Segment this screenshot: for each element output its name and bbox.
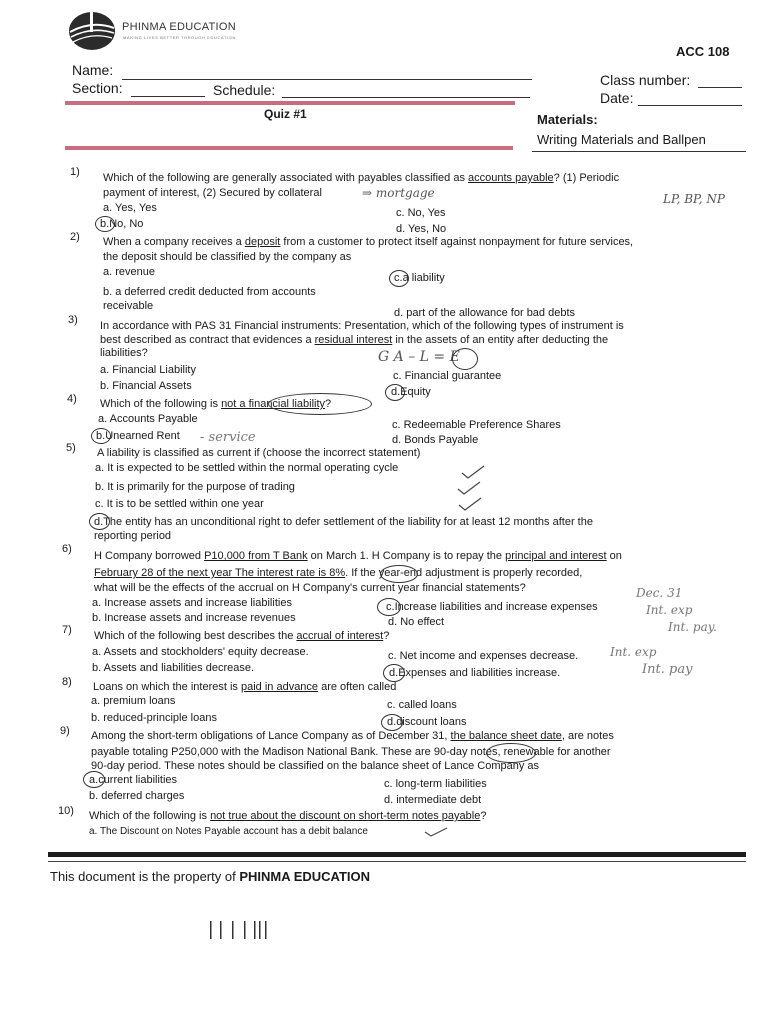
question-1-option-c[interactable]: c. No, Yes xyxy=(396,207,446,219)
question-3-line-1: In accordance with PAS 31 Financial instruments: Presentation, which of the following types of instrument is xyxy=(100,320,624,332)
question-1-line-2: payment of interest, (2) Secured by collateral xyxy=(103,187,322,199)
barcode-icon xyxy=(210,921,270,939)
date-field[interactable] xyxy=(638,105,742,106)
question-1-option-d[interactable]: d. Yes, No xyxy=(396,223,447,235)
question-4-option-b[interactable]: b.Unearned Rent xyxy=(96,430,180,442)
question-2-line-2: the deposit should be classified by the company as xyxy=(103,251,352,263)
question-7-option-d[interactable]: d.Expenses and liabilities increase. xyxy=(389,667,561,679)
question-5-line-1: A liability is classified as current if (choose the incorrect statement) xyxy=(97,447,421,459)
question-7-option-a[interactable]: a. Assets and stockholders' equity decrease. xyxy=(92,646,309,658)
question-6-option-d[interactable]: d. No effect xyxy=(388,616,445,628)
question-9-number: 9) xyxy=(60,725,70,737)
handwritten-note-int-pay-2: Int. pay xyxy=(642,662,693,677)
not-financial-liability-circle-mark xyxy=(268,393,372,415)
course-code: ACC 108 xyxy=(676,44,730,59)
question-3-option-b[interactable]: b. Financial Assets xyxy=(100,380,192,392)
handwritten-note-int-exp-2: Int. exp xyxy=(610,645,657,659)
question-6-number: 6) xyxy=(62,543,72,555)
brand-tagline: MAKING LIVES BETTER THROUGH EDUCATION xyxy=(123,35,236,40)
question-7-line-1: Which of the following best describes the accrual of interest? xyxy=(94,630,390,642)
handwritten-note-dec-31: Dec. 31 xyxy=(636,586,683,600)
class-number-label: Class number: xyxy=(600,72,691,88)
question-8-option-b[interactable]: b. reduced-principle loans xyxy=(91,712,217,724)
question-10-option-a[interactable]: a. The Discount on Notes Payable account has a debit balance xyxy=(89,826,368,837)
question-6-option-c[interactable]: c.Increase liabilities and increase expenses xyxy=(386,601,598,613)
question-2-line-1: When a company receives a deposit from a customer to protect itself against nonpayment for future services, xyxy=(103,236,634,248)
header-divider-bottom xyxy=(65,146,513,150)
checkmark-icon xyxy=(458,497,482,511)
question-5-option-b[interactable]: b. It is primarily for the purpose of trading xyxy=(95,481,295,493)
question-2-option-c[interactable]: c.a liability xyxy=(394,272,445,284)
question-1-option-a[interactable]: a. Yes, Yes xyxy=(103,202,157,214)
question-2-option-b-line-2: receivable xyxy=(103,300,154,312)
question-6-line-1: H Company borrowed P10,000 from T Bank on March 1. H Company is to repay the principal and interest on xyxy=(94,550,622,562)
question-3-option-d[interactable]: d.Equity xyxy=(391,386,431,398)
question-2-option-d[interactable]: d. part of the allowance for bad debts xyxy=(394,307,576,319)
class-number-field[interactable] xyxy=(698,87,742,88)
materials-label: Materials: xyxy=(537,112,598,127)
section-field[interactable] xyxy=(131,96,205,97)
question-9-line-3: 90-day period. These notes should be classified on the balance sheet of Lance Company as xyxy=(91,760,540,772)
question-6-option-a[interactable]: a. Increase assets and increase liabilities xyxy=(92,597,292,609)
question-4-number: 4) xyxy=(67,393,77,405)
question-6-option-b[interactable]: b. Increase assets and increase revenues xyxy=(92,612,296,624)
handwritten-note-lp-bp-np: LP, BP, NP xyxy=(663,192,725,206)
question-3-line-3: liabilities? xyxy=(100,347,148,359)
section-label: Section: xyxy=(72,80,123,96)
question-1-option-b[interactable]: b.No, No xyxy=(100,218,144,230)
question-2-number: 2) xyxy=(70,231,80,243)
quiz-title: Quiz #1 xyxy=(264,107,307,121)
footer-notice: This document is the property of PHINMA EDUCATION xyxy=(50,869,371,884)
question-4-option-a[interactable]: a. Accounts Payable xyxy=(98,413,198,425)
header-divider-top xyxy=(65,101,515,105)
handwritten-note-accounting-equation: G A – L = E xyxy=(378,349,460,365)
question-8-option-c[interactable]: c. called loans xyxy=(387,699,457,711)
footer-divider-thin xyxy=(48,861,746,862)
question-5-option-d-line-2: reporting period xyxy=(94,530,172,542)
question-4-line-1: Which of the following is not a financial liability? xyxy=(100,398,332,410)
question-3-number: 3) xyxy=(68,314,78,326)
question-3-option-c[interactable]: c. Financial guarantee xyxy=(393,370,502,382)
question-8-option-a[interactable]: a. premium loans xyxy=(91,695,176,707)
question-5-number: 5) xyxy=(66,442,76,454)
question-1-number: 1) xyxy=(70,166,80,178)
question-7-option-c[interactable]: c. Net income and expenses decrease. xyxy=(388,650,579,662)
checkmark-icon xyxy=(424,824,448,838)
question-4-option-c[interactable]: c. Redeemable Preference Shares xyxy=(392,419,561,431)
question-9-option-c[interactable]: c. long-term liabilities xyxy=(384,778,487,790)
question-9-line-1: Among the short-term obligations of Lance Company as of December 31, the balance sheet date, are notes xyxy=(91,730,614,742)
handwritten-note-service: - service xyxy=(200,430,256,445)
question-5-option-c[interactable]: c. It is to be settled within one year xyxy=(95,498,264,510)
footer-divider-thick xyxy=(48,852,746,857)
question-1-line-1: Which of the following are generally associated with payables classified as accounts payable? (1) Periodic xyxy=(103,172,620,184)
checkmark-icon xyxy=(461,465,485,479)
handwritten-note-mortgage: ⇒ mortgage xyxy=(362,186,435,200)
materials-underline xyxy=(532,151,746,152)
question-2-option-b-line-1[interactable]: b. a deferred credit deducted from accounts xyxy=(103,286,316,298)
question-9-line-2: payable totaling P250,000 with the Madison National Bank. These are 90-day notes, renewable for another xyxy=(91,746,611,758)
question-5-option-a[interactable]: a. It is expected to be settled within the normal operating cycle xyxy=(95,462,399,474)
question-9-option-a[interactable]: a.current liabilities xyxy=(89,774,178,786)
handwritten-note-int-exp-1: Int. exp xyxy=(646,603,693,617)
question-2-option-a[interactable]: a. revenue xyxy=(103,266,155,278)
materials-value: Writing Materials and Ballpen xyxy=(537,132,706,147)
date-label: Date: xyxy=(600,90,634,106)
question-10-number: 10) xyxy=(58,805,74,817)
question-8-option-d[interactable]: d.discount loans xyxy=(387,716,467,728)
question-9-option-b[interactable]: b. deferred charges xyxy=(89,790,185,802)
schedule-field[interactable] xyxy=(282,97,530,98)
question-8-number: 8) xyxy=(62,676,72,688)
question-7-option-b[interactable]: b. Assets and liabilities decrease. xyxy=(92,662,255,674)
name-label: Name: xyxy=(72,62,114,78)
equity-circle-mark xyxy=(452,348,478,370)
brand-name: PHINMA EDUCATION xyxy=(122,21,236,33)
question-4-option-d[interactable]: d. Bonds Payable xyxy=(392,434,479,446)
question-5-option-d-line-1[interactable]: d.The entity has an unconditional right to defer settlement of the liability for at least 12 months after the xyxy=(94,516,593,528)
question-10-line-1: Which of the following is not true about the discount on short-term notes payable? xyxy=(89,810,487,822)
checkmark-icon xyxy=(457,481,481,495)
question-9-option-d[interactable]: d. intermediate debt xyxy=(384,794,482,806)
question-6-line-3: what will be the effects of the accrual on H Company's current year financial statements? xyxy=(94,582,526,594)
interest-rate-circle-mark xyxy=(380,565,418,583)
question-3-option-a[interactable]: a. Financial Liability xyxy=(100,364,196,376)
handwritten-note-int-pay-1: Int. pay. xyxy=(668,620,717,634)
question-8-line-1: Loans on which the interest is paid in advance are often called xyxy=(93,681,397,693)
question-7-number: 7) xyxy=(62,624,72,636)
phinma-logo-icon xyxy=(68,10,116,52)
question-6-line-2: February 28 of the next year The interest rate is 8%. If the year-end adjustment is properly recorded, xyxy=(94,567,583,579)
schedule-label: Schedule: xyxy=(213,82,276,98)
question-3-line-2: best described as contract that evidences a residual interest in the assets of an entity after deducting the xyxy=(100,334,609,346)
name-field[interactable] xyxy=(122,79,532,80)
